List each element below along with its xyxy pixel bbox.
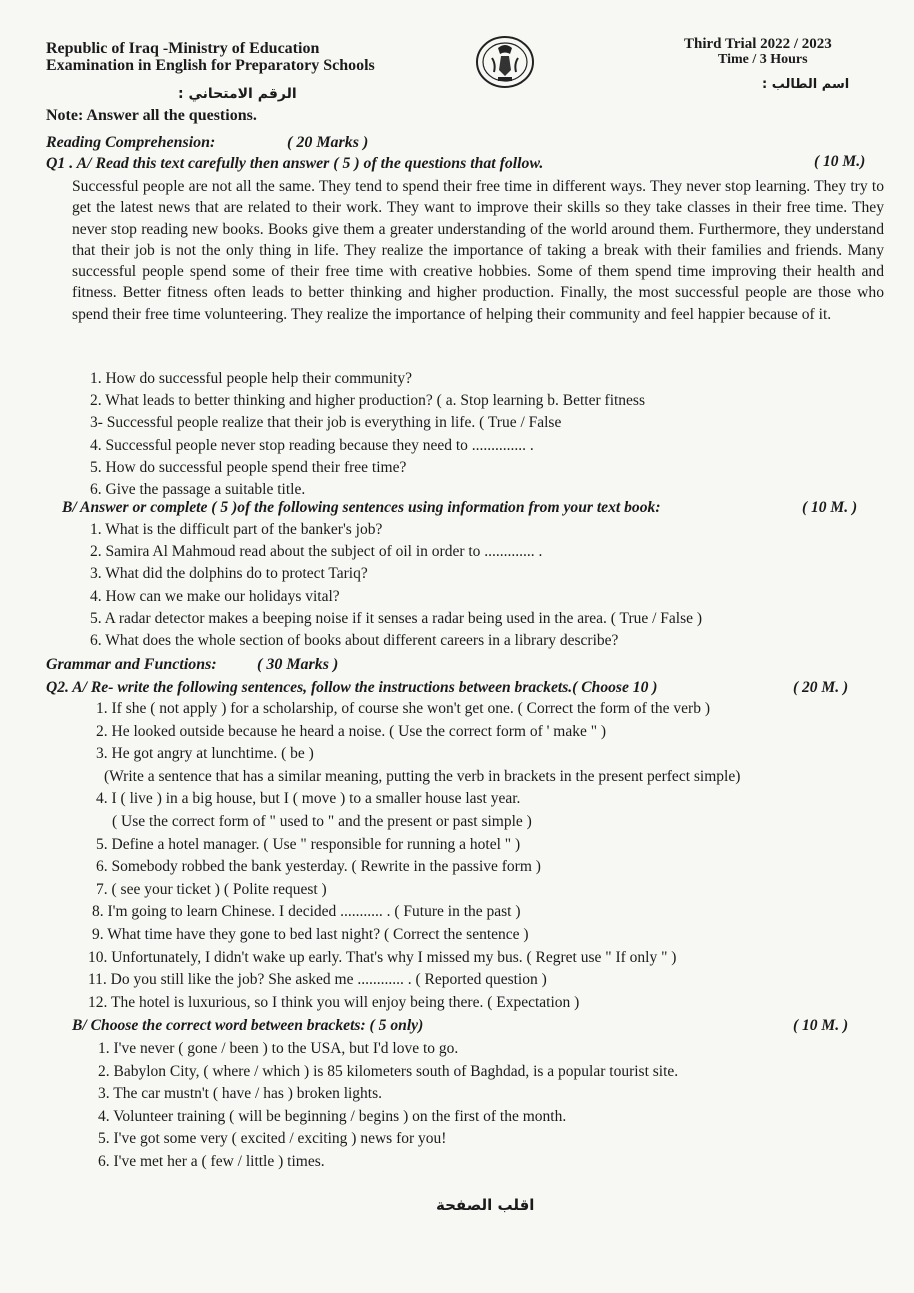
q1b-question: 3. What did the dolphins do to protect Tariq? <box>90 565 368 583</box>
q2a-question: 9. What time have they gone to bed last night? ( Correct the sentence ) <box>92 926 529 943</box>
q1a-instruction: Q1 . A/ Read this text carefully then answer ( 5 ) of the questions that follow. <box>46 155 544 172</box>
q2b-question: 1. I've never ( gone / been ) to the USA, but I'd love to go. <box>98 1040 459 1057</box>
q1a-question: 2. What leads to better thinking and higher production? ( a. Stop learning b. Better fitness <box>90 392 645 410</box>
q1a-question: 3- Successful people realize that their job is everything in life. ( True / False <box>90 414 562 432</box>
instructions-note: Note: Answer all the questions. <box>46 107 257 124</box>
q2a-question: 1. If she ( not apply ) for a scholarship, of course she won't get one. ( Correct the form of the verb ) <box>96 700 710 717</box>
q1b-question: 6. What does the whole section of books about different careers in a library describe? <box>90 632 619 649</box>
turn-page-note: اقلب الصفحة <box>436 1196 535 1214</box>
grammar-heading: Grammar and Functions: <box>46 656 217 673</box>
q1a-question: 1. How do successful people help their community? <box>90 370 412 387</box>
q2a-marks: ( 20 M. ) <box>793 679 849 696</box>
q1a-question: 4. Successful people never stop reading because they need to .............. . <box>90 436 534 454</box>
q2a-question: (Write a sentence that has a similar meaning, putting the verb in brackets in the present perfect simple) <box>104 767 741 785</box>
ministry-line: Republic of Iraq -Ministry of Education <box>46 40 320 57</box>
q2a-question: 6. Somebody robbed the bank yesterday. ( Rewrite in the passive form ) <box>96 858 541 876</box>
q2a-question: 10. Unfortunately, I didn't wake up early. That's why I missed my bus. ( Regret use " If only " ) <box>88 948 677 966</box>
student-name-label: اسم الطالب : <box>762 77 850 92</box>
q2a-question: 12. The hotel is luxurious, so I think you will enjoy being there. ( Expectation ) <box>88 993 580 1011</box>
grammar-marks: ( 30 Marks ) <box>257 656 339 673</box>
q2a-question: 3. He got angry at lunchtime. ( be ) <box>96 745 314 763</box>
q1b-instruction: B/ Answer or complete ( 5 )of the following sentences using information from your text book: <box>62 499 661 516</box>
q2b-question: 5. I've got some very ( excited / exciting ) news for you! <box>98 1130 447 1148</box>
reading-heading: Reading Comprehension: <box>46 134 216 151</box>
q2b-question: 6. I've met her a ( few / little ) times. <box>98 1153 325 1170</box>
q1b-question: 2. Samira Al Mahmoud read about the subject of oil in order to ............. . <box>90 543 543 561</box>
reading-marks: ( 20 Marks ) <box>287 134 369 151</box>
q2b-question: 3. The car mustn't ( have / has ) broken lights. <box>98 1085 383 1103</box>
q2a-question: 5. Define a hotel manager. ( Use " responsible for running a hotel " ) <box>96 835 521 853</box>
q1a-question: 5. How do successful people spend their free time? <box>90 458 407 476</box>
q1a-question: 6. Give the passage a suitable title. <box>90 481 306 498</box>
q1b-marks: ( 10 M. ) <box>802 499 858 516</box>
q2a-instruction: Q2. A/ Re- write the following sentences, follow the instructions between brackets.( Choose 10 ) <box>46 679 658 696</box>
q2b-question: 4. Volunteer training ( will be beginning / begins ) on the first of the month. <box>98 1107 567 1125</box>
q1b-question: 1. What is the difficult part of the banker's job? <box>90 521 383 538</box>
q2a-question: 4. I ( live ) in a big house, but I ( move ) to a smaller house last year. <box>96 790 521 808</box>
q2b-question: 2. Babylon City, ( where / which ) is 85 kilometers south of Baghdad, is a popular tourist site. <box>98 1062 679 1080</box>
q2a-question: 7. ( see your ticket ) ( Polite request ) <box>96 880 327 898</box>
q1b-question: 5. A radar detector makes a beeping noise if it senses a radar being used in the area. ( True / False ) <box>90 609 703 627</box>
q1b-question: 4. How can we make our holidays vital? <box>90 587 340 605</box>
reading-passage: Successful people are not all the same. They tend to spend their free time in different ways. They never stop learning. They try to get the latest news that are related to their work. They want to improve their skills so they take classes in their free time. They never stop reading new books. Books give them a greater understanding of the world around them. Furthermore, they understand that their job is not the only thing in life. They realize the importance of taking a break with their families and friends. Many successful people spend some of their free time with creative hobbies. Some of them spend time improving their health and fitness. Better fitness often leads to better thinking and higher production. Finally, the most successful people are those who spend their free time volunteering. They realize the importance of helping their community and feel happier because of it. <box>72 178 884 323</box>
exam-title-line: Examination in English for Preparatory Schools <box>46 57 375 74</box>
exam-number-label: الرقم الامتحاني : <box>178 86 297 102</box>
q2a-question: 8. I'm going to learn Chinese. I decided ........... . ( Future in the past ) <box>92 903 521 921</box>
emblem-seal <box>474 34 536 90</box>
q2b-marks: ( 10 M. ) <box>793 1017 849 1034</box>
q2b-instruction: B/ Choose the correct word between brackets: ( 5 only) <box>72 1017 424 1034</box>
q1a-marks: ( 10 M.) <box>814 153 866 170</box>
q2a-question: 11. Do you still like the job? She asked me ............ . ( Reported question ) <box>88 971 547 989</box>
trial-year: Third Trial 2022 / 2023 <box>684 36 832 52</box>
q2a-question: ( Use the correct form of " used to " and the present or past simple ) <box>112 813 532 830</box>
exam-time: Time / 3 Hours <box>718 52 808 67</box>
q2a-question: 2. He looked outside because he heard a noise. ( Use the correct form of ' make " ) <box>96 722 607 740</box>
